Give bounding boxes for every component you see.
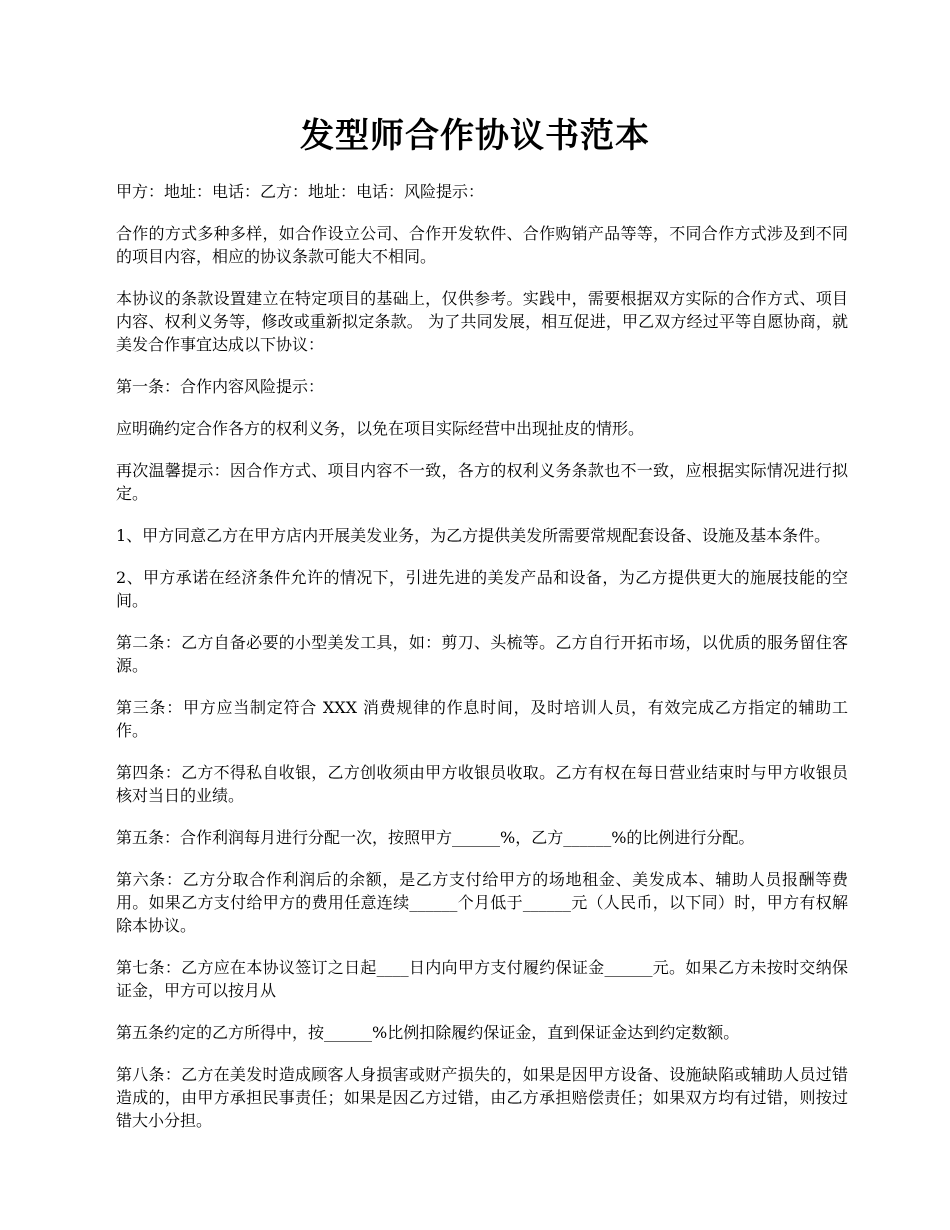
article-2: 第二条：乙方自备必要的小型美发工具，如：剪刀、头梳等。乙方自行开拓市场，以优质的服务留住客源。 <box>116 633 848 675</box>
article-7-continued: 第五条约定的乙方所得中，按______%比例扣除履约保证金，直到保证金达到约定数额。 <box>116 1023 740 1042</box>
article-5: 第五条：合作利润每月进行分配一次，按照甲方______%，乙方______%的比例进行分配。 <box>116 828 755 847</box>
article-8: 第八条：乙方在美发时造成顾客人身损害或财产损失的，如果是因甲方设备、设施缺陷或辅助人员过错造成的，由甲方承担民事责任；如果是因乙方过错，由乙方承担赔偿责任；如果双方均有过错，则按过错大小分担。 <box>116 1065 848 1130</box>
clause-2: 2、甲方承诺在经济条件允许的情况下，引进先进的美发产品和设备，为乙方提供更大的施展技能的空间。 <box>116 568 848 610</box>
paragraph-reminder: 再次温馨提示：因合作方式、项目内容不一致，各方的权利义务条款也不一致，应根据实际情况进行拟定。 <box>116 461 848 503</box>
paragraph-preamble: 本协议的条款设置建立在特定项目的基础上，仅供参考。实践中，需要根据双方实际的合作方式、项目内容、权利义务等，修改或重新拟定条款。 为了共同发展，相互促进，甲乙双方经过平等自愿协商，就美发合作事宜达成以下协议： <box>116 289 848 354</box>
article-3: 第三条：甲方应当制定符合 XXX 消费规律的作息时间，及时培训人员，有效完成乙方指定的辅助工作。 <box>116 698 848 740</box>
paragraph-cooperation-methods: 合作的方式多种多样，如合作设立公司、合作开发软件、合作购销产品等等，不同合作方式涉及到不同的项目内容，相应的协议条款可能大不相同。 <box>116 224 848 266</box>
party-info-line: 甲方：地址：电话：乙方：地址：电话：风险提示： <box>116 182 485 201</box>
article-6: 第六条：乙方分取合作利润后的余额，是乙方支付给甲方的场地租金、美发成本、辅助人员报酬等费用。如果乙方支付给甲方的费用任意连续______个月低于______元（人民币，以下同）时，甲方有权解除本协议。 <box>116 870 848 935</box>
article-7: 第七条：乙方应在本协议签订之日起____日内向甲方支付履约保证金______元。如果乙方未按时交纳保证金，甲方可以按月从 <box>116 958 848 1000</box>
clause-1: 1、甲方同意乙方在甲方店内开展美发业务，为乙方提供美发所需要常规配套设备、设施及基本条件。 <box>116 526 831 545</box>
document-title: 发型师合作协议书范本 <box>300 116 650 156</box>
paragraph-rights-obligations: 应明确约定合作各方的权利义务，以免在项目实际经营中出现扯皮的情形。 <box>116 419 645 438</box>
article-1-heading: 第一条：合作内容风险提示： <box>116 377 325 396</box>
article-4: 第四条：乙方不得私自收银，乙方创收须由甲方收银员收取。乙方有权在每日营业结束时与甲方收银员核对当日的业绩。 <box>116 763 848 805</box>
document-body <box>116 180 848 1151</box>
